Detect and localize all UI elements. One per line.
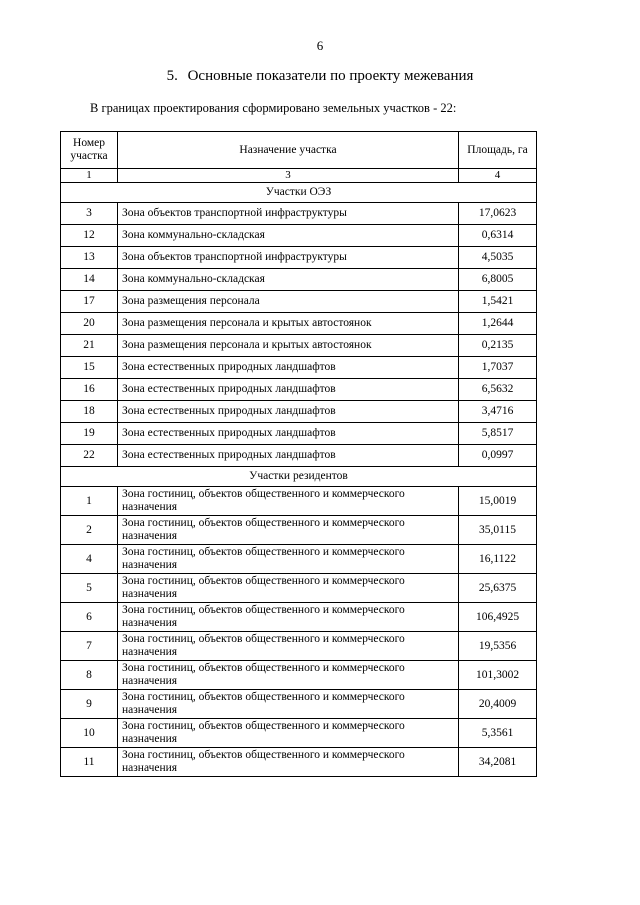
plot-area: 6,8005 — [459, 269, 537, 291]
plot-purpose: Зона размещения персонала и крытых автостоянок — [118, 313, 459, 335]
table-row — [61, 574, 537, 603]
table-row — [61, 203, 537, 225]
plot-number: 13 — [61, 247, 118, 269]
plot-purpose: Зона естественных природных ландшафтов — [118, 379, 459, 401]
plot-number: 9 — [61, 690, 118, 719]
plot-purpose: Зона коммунально-складская — [118, 225, 459, 247]
plot-number: 1 — [61, 487, 118, 516]
plot-area: 15,0019 — [459, 487, 537, 516]
plot-number: 16 — [61, 379, 118, 401]
plot-area: 34,2081 — [459, 748, 537, 777]
plot-number: 18 — [61, 401, 118, 423]
table-row — [61, 445, 537, 467]
plot-area: 20,4009 — [459, 690, 537, 719]
table-row — [61, 291, 537, 313]
group-title: Участки резидентов — [61, 467, 537, 487]
intro-text: В границах проектирования сформировано земельных участков - 22: — [90, 101, 457, 115]
section-number: 5. — [166, 68, 178, 84]
plot-purpose: Зона гостиниц, объектов общественного и коммерческого назначения — [118, 719, 459, 748]
plot-number: 7 — [61, 632, 118, 661]
column-index: 1 — [61, 169, 118, 183]
table-row — [61, 225, 537, 247]
plot-number: 14 — [61, 269, 118, 291]
plot-purpose: Зона естественных природных ландшафтов — [118, 445, 459, 467]
plot-area: 1,5421 — [459, 291, 537, 313]
plot-purpose: Зона коммунально-складская — [118, 269, 459, 291]
plot-number: 3 — [61, 203, 118, 225]
plot-number: 2 — [61, 516, 118, 545]
table-row — [61, 632, 537, 661]
plot-number: 5 — [61, 574, 118, 603]
plot-purpose: Зона естественных природных ландшафтов — [118, 423, 459, 445]
plot-purpose: Зона размещения персонала — [118, 291, 459, 313]
plot-purpose: Зона гостиниц, объектов общественного и коммерческого назначения — [118, 603, 459, 632]
plot-purpose: Зона естественных природных ландшафтов — [118, 401, 459, 423]
table-row — [61, 719, 537, 748]
section-title — [0, 68, 640, 85]
plot-area: 3,4716 — [459, 401, 537, 423]
table-row — [61, 423, 537, 445]
plot-area: 0,6314 — [459, 225, 537, 247]
plot-purpose: Зона объектов транспортной инфраструктуры — [118, 203, 459, 225]
plot-area: 101,3002 — [459, 661, 537, 690]
plot-number: 8 — [61, 661, 118, 690]
plot-area: 106,4925 — [459, 603, 537, 632]
plot-area: 25,6375 — [459, 574, 537, 603]
table-row — [61, 269, 537, 291]
plot-area: 16,1122 — [459, 545, 537, 574]
table-row — [61, 603, 537, 632]
plot-area: 5,3561 — [459, 719, 537, 748]
table-row — [61, 357, 537, 379]
table-row — [61, 401, 537, 423]
plot-purpose: Зона гостиниц, объектов общественного и коммерческого назначения — [118, 661, 459, 690]
plot-area: 0,0997 — [459, 445, 537, 467]
plot-purpose: Зона гостиниц, объектов общественного и коммерческого назначения — [118, 545, 459, 574]
column-index: 4 — [459, 169, 537, 183]
table-row — [61, 313, 537, 335]
table-row — [61, 545, 537, 574]
plot-purpose: Зона естественных природных ландшафтов — [118, 357, 459, 379]
header-number: Номер участка — [61, 132, 118, 169]
plots-table — [60, 131, 537, 777]
plot-number: 6 — [61, 603, 118, 632]
plot-area: 6,5632 — [459, 379, 537, 401]
plot-area: 19,5356 — [459, 632, 537, 661]
plot-number: 21 — [61, 335, 118, 357]
plot-number: 17 — [61, 291, 118, 313]
plot-area: 5,8517 — [459, 423, 537, 445]
plot-number: 12 — [61, 225, 118, 247]
plot-purpose: Зона размещения персонала и крытых автостоянок — [118, 335, 459, 357]
plot-area: 4,5035 — [459, 247, 537, 269]
plot-number: 10 — [61, 719, 118, 748]
column-index: 3 — [118, 169, 459, 183]
table-body — [61, 183, 537, 777]
plot-purpose: Зона гостиниц, объектов общественного и коммерческого назначения — [118, 516, 459, 545]
table-header-row — [61, 132, 537, 169]
table-row — [61, 661, 537, 690]
table-row — [61, 335, 537, 357]
table-row — [61, 487, 537, 516]
plot-purpose: Зона гостиниц, объектов общественного и коммерческого назначения — [118, 690, 459, 719]
plot-purpose: Зона гостиниц, объектов общественного и коммерческого назначения — [118, 748, 459, 777]
plot-purpose: Зона гостиниц, объектов общественного и коммерческого назначения — [118, 574, 459, 603]
plot-area: 35,0115 — [459, 516, 537, 545]
header-area: Площадь, га — [459, 132, 537, 169]
table-row — [61, 690, 537, 719]
plot-area: 1,7037 — [459, 357, 537, 379]
plot-number: 11 — [61, 748, 118, 777]
page-number: 6 — [316, 38, 324, 53]
plot-number: 19 — [61, 423, 118, 445]
group-header-row — [61, 183, 537, 203]
group-header-row — [61, 467, 537, 487]
plot-number: 15 — [61, 357, 118, 379]
table-row — [61, 516, 537, 545]
plot-number: 4 — [61, 545, 118, 574]
plot-area: 17,0623 — [459, 203, 537, 225]
table-row — [61, 748, 537, 777]
plot-purpose: Зона гостиниц, объектов общественного и коммерческого назначения — [118, 632, 459, 661]
table-row — [61, 379, 537, 401]
header-purpose: Назначение участка — [118, 132, 459, 169]
plot-area: 0,2135 — [459, 335, 537, 357]
plot-purpose: Зона гостиниц, объектов общественного и коммерческого назначения — [118, 487, 459, 516]
section-title-text: Основные показатели по проекту межевания — [187, 68, 474, 84]
plot-number: 22 — [61, 445, 118, 467]
group-title: Участки ОЭЗ — [61, 183, 537, 203]
plot-purpose: Зона объектов транспортной инфраструктуры — [118, 247, 459, 269]
plot-area: 1,2644 — [459, 313, 537, 335]
plot-number: 20 — [61, 313, 118, 335]
table-row — [61, 247, 537, 269]
column-index-row — [61, 169, 537, 183]
